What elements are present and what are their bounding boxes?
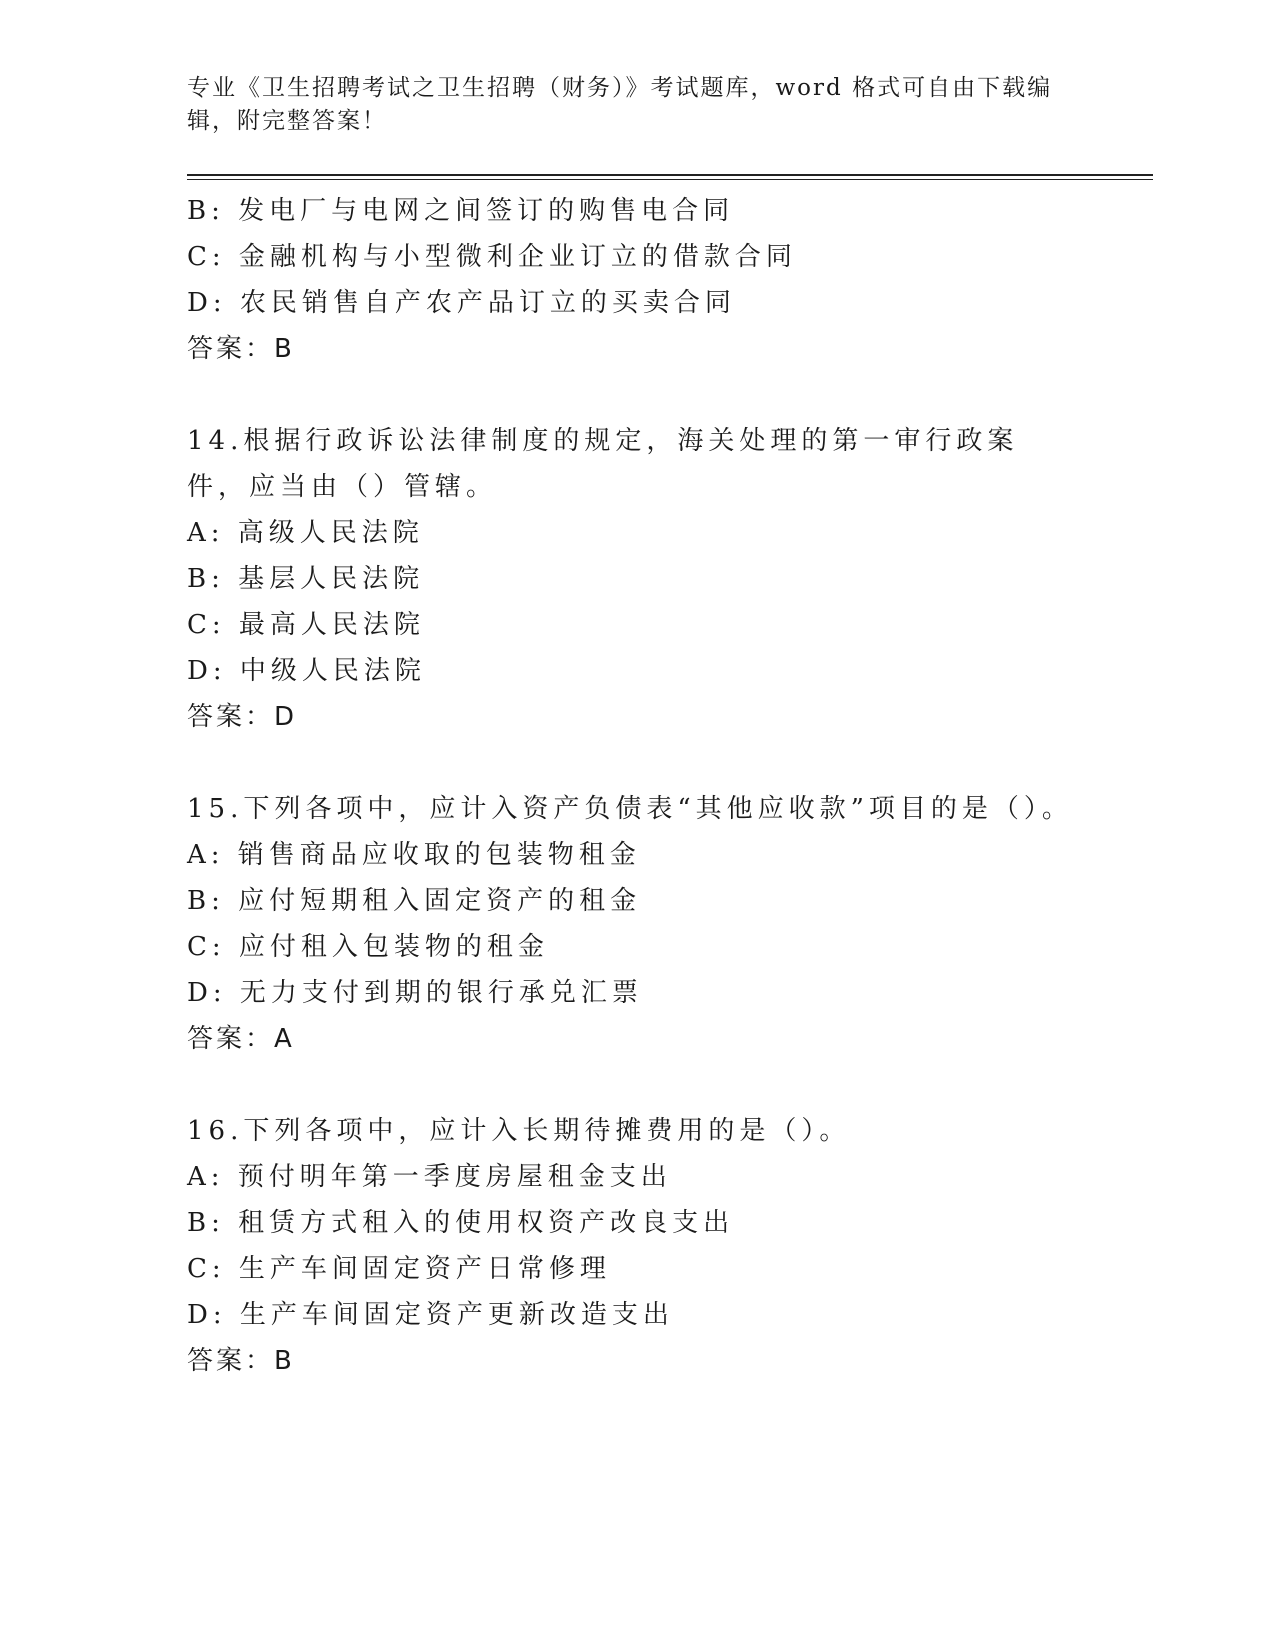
header-divider (187, 174, 1153, 180)
document-page (187, 72, 1153, 1384)
question-13-block (187, 188, 1153, 372)
question-text: 16.下列各项中，应计入长期待摊费用的是（）。 (187, 1116, 851, 1146)
option-d: D: 无力支付到期的银行承兑汇票 (187, 978, 643, 1008)
answer: 答案：A (187, 1024, 295, 1054)
option-a: A: 预付明年第一季度房屋租金支出 (187, 1162, 672, 1192)
answer: 答案：B (187, 334, 295, 364)
option-a: A: 高级人民法院 (187, 518, 424, 548)
document-header: 专业《卫生招聘考试之卫生招聘（财务）》考试题库，word 格式可自由下载编辑，附完整答案！ (187, 75, 1053, 134)
question-14-block (187, 418, 1153, 740)
option-c: C: 最高人民法院 (187, 610, 425, 640)
option-b: B: 应付短期租入固定资产的租金 (187, 886, 642, 916)
option-b: B: 基层人民法院 (187, 564, 425, 594)
question-list (187, 188, 1153, 1384)
option-b: B: 租赁方式租入的使用权资产改良支出 (187, 1208, 735, 1238)
question-16-block (187, 1108, 1153, 1384)
option-d: D: 生产车间固定资产更新改造支出 (187, 1300, 674, 1330)
option-d: D: 农民销售自产农产品订立的买卖合同 (187, 288, 736, 318)
question-15-block (187, 786, 1153, 1062)
question-text: 15.下列各项中，应计入资产负债表“其他应收款”项目的是（）。 (187, 794, 1073, 824)
option-c: C: 生产车间固定资产日常修理 (187, 1254, 611, 1284)
option-b: B: 发电厂与电网之间签订的购售电合同 (187, 196, 735, 226)
option-a: A: 销售商品应收取的包装物租金 (187, 840, 641, 870)
answer: 答案：D (187, 702, 298, 732)
option-d: D: 中级人民法院 (187, 656, 426, 686)
answer: 答案：B (187, 1346, 295, 1376)
option-c: C: 金融机构与小型微利企业订立的借款合同 (187, 242, 797, 272)
question-text: 14.根据行政诉讼法律制度的规定，海关处理的第一审行政案件，应当由（）管辖。 (187, 426, 1019, 502)
option-c: C: 应付租入包装物的租金 (187, 932, 549, 962)
